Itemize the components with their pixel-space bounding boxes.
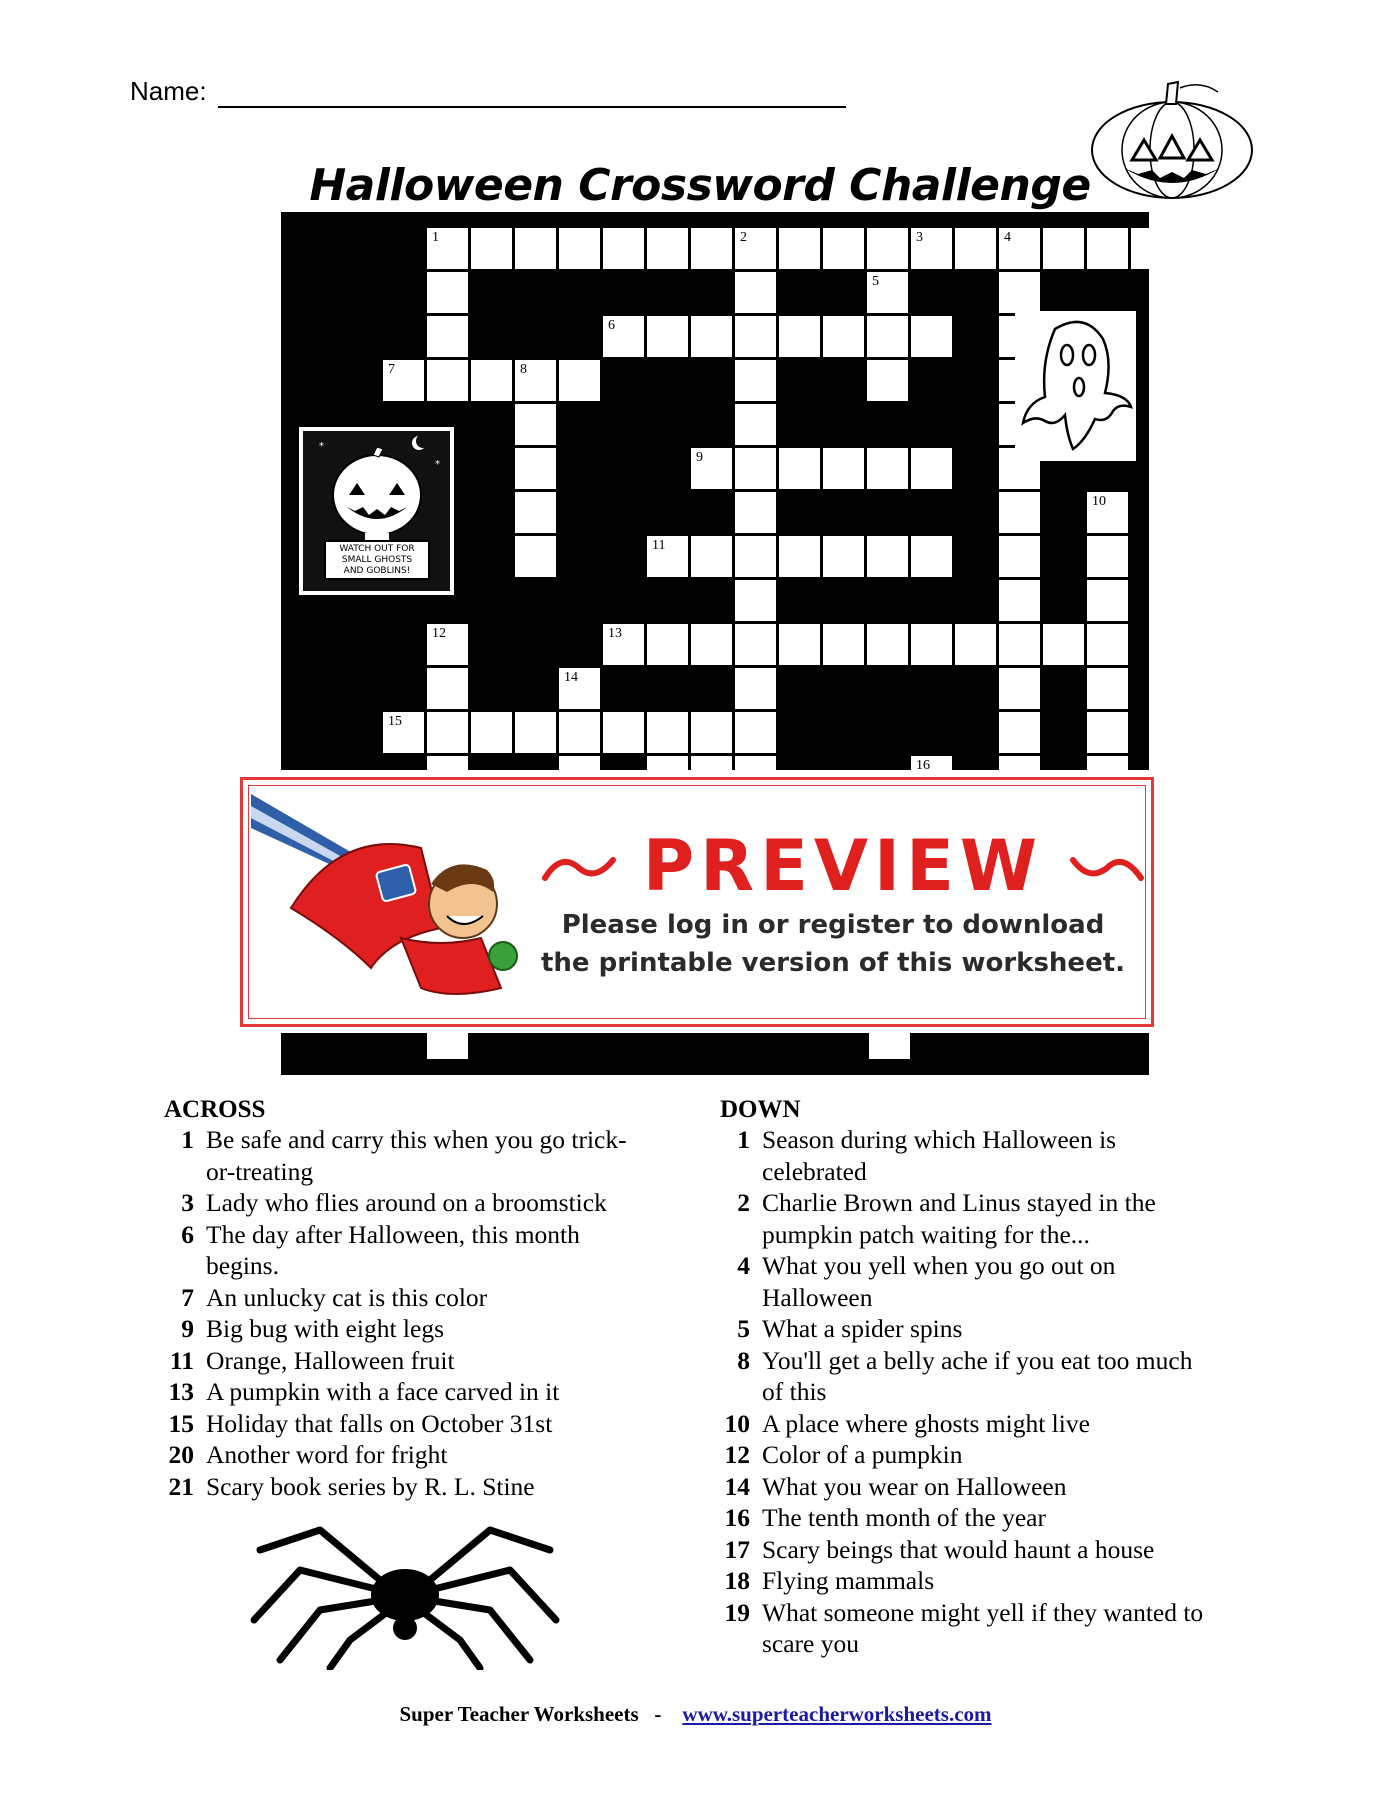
crossword-grid-bottom <box>281 1033 1149 1075</box>
crossword-cell[interactable] <box>515 228 556 269</box>
ghost-image <box>1015 311 1136 461</box>
across-clue-13 <box>164 1376 684 1408</box>
across-clue-3 <box>164 1187 684 1219</box>
crossword-cell[interactable] <box>735 360 776 401</box>
crossword-cell[interactable] <box>515 448 556 489</box>
across-clue-number: 13 <box>168 1377 194 1406</box>
across-clues <box>164 1096 684 1502</box>
svg-text:*: * <box>435 459 440 470</box>
clue-number-6: 6 <box>608 318 615 333</box>
crossword-cell[interactable] <box>911 536 952 577</box>
down-clue-text: Color of a pumpkin <box>762 1440 963 1469</box>
crossword-cell[interactable] <box>955 228 996 269</box>
crossword-cell[interactable] <box>647 228 688 269</box>
sign-line1: WATCH OUT FOR <box>339 544 415 554</box>
across-clue-number: 3 <box>181 1188 194 1217</box>
pumpkin-icon <box>1088 78 1256 202</box>
crossword-cell[interactable] <box>1087 712 1128 753</box>
crossword-cell[interactable] <box>691 228 732 269</box>
down-clue-18 <box>720 1565 1260 1597</box>
across-clue-text: or-treating <box>206 1156 314 1186</box>
crossword-cell[interactable] <box>471 228 512 269</box>
clue-number-3: 3 <box>916 230 923 245</box>
down-clue-list <box>720 1124 1260 1660</box>
crossword-cell[interactable] <box>427 1033 468 1059</box>
across-clue-7 <box>164 1282 684 1314</box>
down-clue-number: 10 <box>724 1408 750 1438</box>
down-clue-number: 12 <box>724 1440 750 1469</box>
crossword-cell[interactable] <box>1087 536 1128 577</box>
across-clue-text: Big bug with eight legs <box>206 1314 444 1343</box>
clue-number-1: 1 <box>432 230 439 245</box>
ghost-icon <box>1015 311 1136 461</box>
down-clue-text: What a spider spins <box>762 1314 963 1343</box>
crossword-cell[interactable] <box>515 536 556 577</box>
crossword-cell[interactable] <box>1087 624 1128 665</box>
jack-o-lantern-icon <box>299 427 454 595</box>
crossword-cell[interactable] <box>999 668 1040 709</box>
crossword-cell[interactable] <box>779 624 820 665</box>
across-clue-number: 6 <box>181 1219 194 1249</box>
clue-number-7: 7 <box>388 362 395 377</box>
crossword-cell[interactable] <box>999 756 1040 770</box>
crossword-cell[interactable] <box>999 272 1040 313</box>
clue-number-16: 16 <box>916 758 930 770</box>
preview-banner[interactable] <box>240 777 1154 1027</box>
crossword-cell[interactable] <box>427 360 468 401</box>
across-clue-list <box>164 1124 684 1502</box>
down-clue-text: Season during which Halloween is <box>762 1125 1117 1154</box>
crossword-cell[interactable] <box>471 360 512 401</box>
down-heading: DOWN <box>720 1096 801 1123</box>
jack-o-lantern-sign-image <box>299 427 454 595</box>
down-clue-text: Scary beings that would haunt a house <box>762 1534 1155 1564</box>
sign-line2: SMALL GHOSTS <box>341 555 413 565</box>
down-clue-17 <box>720 1534 1260 1566</box>
crossword-cell[interactable] <box>691 756 732 770</box>
crossword-cell[interactable] <box>1043 624 1084 665</box>
down-clue-text: pumpkin patch waiting for the... <box>762 1219 1090 1249</box>
down-clue-19 <box>720 1597 1260 1660</box>
preview-message-line1: Please log in or register to download <box>561 910 1105 940</box>
crossword-cell[interactable] <box>691 316 732 357</box>
down-clue-text: scare you <box>762 1629 859 1658</box>
across-clue-11 <box>164 1345 684 1377</box>
crossword-cell[interactable] <box>999 580 1040 621</box>
across-clue-number: 15 <box>168 1408 194 1438</box>
down-clue-12 <box>720 1439 1260 1471</box>
down-clue-text: Halloween <box>762 1282 873 1312</box>
crossword-cell[interactable] <box>471 712 512 753</box>
down-clue-text: celebrated <box>762 1156 867 1186</box>
crossword-cell[interactable] <box>603 228 644 269</box>
footer <box>0 1702 1391 1727</box>
footer-separator: - <box>654 1702 662 1726</box>
spider-icon <box>240 1520 570 1670</box>
crossword-cell[interactable] <box>559 712 600 753</box>
crossword-cell[interactable] <box>559 360 600 401</box>
across-clue-text: A pumpkin with a face carved in it <box>206 1377 560 1406</box>
clue-number-11: 11 <box>652 538 666 553</box>
crossword-cell[interactable] <box>823 448 864 489</box>
crossword-cell[interactable] <box>427 668 468 709</box>
crossword-cell[interactable] <box>515 712 556 753</box>
across-clue-text: begins. <box>206 1251 279 1280</box>
clue-number-10: 10 <box>1092 494 1106 509</box>
name-line[interactable] <box>218 106 846 108</box>
across-clue-9 <box>164 1313 684 1345</box>
across-clue-text: Holiday that falls on October 31st <box>206 1408 553 1438</box>
crossword-cell[interactable] <box>735 492 776 533</box>
crossword-cell[interactable] <box>735 404 776 445</box>
across-clue-number: 20 <box>168 1440 194 1469</box>
crossword-cell[interactable] <box>515 404 556 445</box>
across-clue-6 <box>164 1219 684 1282</box>
crossword-cell[interactable] <box>735 448 776 489</box>
clue-number-14: 14 <box>564 670 578 685</box>
crossword-cell[interactable] <box>691 624 732 665</box>
crossword-cell[interactable] <box>999 624 1040 665</box>
crossword-cell[interactable] <box>1087 580 1128 621</box>
crossword-cell[interactable] <box>691 712 732 753</box>
down-clue-8 <box>720 1345 1260 1408</box>
down-clue-text: of this <box>762 1377 827 1406</box>
crossword-cell[interactable] <box>867 316 908 357</box>
crossword-cell[interactable] <box>559 228 600 269</box>
down-clue-text: Flying mammals <box>762 1566 935 1595</box>
crossword-cell[interactable] <box>955 624 996 665</box>
across-clue-text: Be safe and carry this when you go trick- <box>206 1125 627 1154</box>
crossword-cell[interactable] <box>559 756 600 770</box>
crossword-cell[interactable] <box>735 668 776 709</box>
crossword-cell[interactable] <box>779 448 820 489</box>
superhero-mascot-icon <box>251 788 551 1014</box>
clue-number-8: 8 <box>520 362 527 377</box>
crossword-cell[interactable] <box>867 228 908 269</box>
down-clue-number: 16 <box>724 1503 750 1532</box>
crossword-cell[interactable] <box>603 712 644 753</box>
crossword-cell[interactable] <box>515 492 556 533</box>
across-clue-15 <box>164 1408 684 1440</box>
name-label: Name: <box>130 76 207 106</box>
down-clue-text: You'll get a belly ache if you eat too much <box>762 1345 1193 1375</box>
across-clue-number: 9 <box>181 1314 194 1343</box>
across-clue-text: The day after Halloween, this month <box>206 1219 580 1249</box>
crossword-cell[interactable] <box>647 316 688 357</box>
crossword-cell[interactable] <box>1043 228 1084 269</box>
across-clue-number: 11 <box>169 1345 194 1375</box>
down-clue-4 <box>720 1250 1260 1313</box>
clue-number-12: 12 <box>432 626 446 641</box>
crossword-cell[interactable] <box>1087 228 1128 269</box>
down-clue-number: 17 <box>724 1534 750 1564</box>
across-clue-number: 1 <box>181 1125 194 1154</box>
crossword-cell[interactable] <box>735 536 776 577</box>
crossword-cell[interactable] <box>427 316 468 357</box>
crossword-cell[interactable] <box>647 756 688 770</box>
crossword-cell[interactable] <box>779 228 820 269</box>
down-clue-number: 18 <box>724 1566 750 1595</box>
svg-text:*: * <box>319 441 324 452</box>
crossword-cell[interactable] <box>735 580 776 621</box>
across-clue-number: 7 <box>181 1282 194 1312</box>
down-clue-number: 8 <box>737 1345 750 1375</box>
crossword-cell[interactable] <box>911 448 952 489</box>
down-clues <box>720 1096 1260 1660</box>
crossword-cell[interactable] <box>779 316 820 357</box>
down-clue-text: A place where ghosts might live <box>762 1408 1090 1438</box>
across-clue-20 <box>164 1439 684 1471</box>
crossword-cell[interactable] <box>735 624 776 665</box>
down-clue-text: Charlie Brown and Linus stayed in the <box>762 1188 1156 1217</box>
crossword-cell[interactable] <box>735 272 776 313</box>
clue-number-4: 4 <box>1004 230 1011 245</box>
footer-brand: Super Teacher Worksheets <box>399 1702 639 1726</box>
footer-link[interactable]: www.superteacherworksheets.com <box>682 1702 992 1726</box>
down-clue-10 <box>720 1408 1260 1440</box>
crossword-cell[interactable] <box>911 624 952 665</box>
across-heading: ACROSS <box>164 1096 266 1123</box>
across-clue-text: Orange, Halloween fruit <box>206 1345 455 1375</box>
crossword-cell[interactable] <box>823 536 864 577</box>
down-clue-16 <box>720 1502 1260 1534</box>
crossword-cell[interactable] <box>823 228 864 269</box>
crossword-cell[interactable] <box>867 624 908 665</box>
crossword-cell[interactable] <box>691 536 732 577</box>
across-clue-21 <box>164 1471 684 1503</box>
crossword-cell[interactable] <box>1131 228 1149 269</box>
down-clue-text: The tenth month of the year <box>762 1503 1046 1532</box>
down-clue-number: 14 <box>724 1471 750 1501</box>
crossword-cell[interactable] <box>427 712 468 753</box>
crossword-cell[interactable] <box>999 712 1040 753</box>
down-clue-number: 2 <box>737 1188 750 1217</box>
clue-number-2: 2 <box>740 230 747 245</box>
down-clue-1 <box>720 1124 1260 1187</box>
down-clue-text: What someone might yell if they wanted to <box>762 1597 1204 1627</box>
down-clue-number: 1 <box>737 1125 750 1154</box>
crossword-cell[interactable] <box>735 316 776 357</box>
down-clue-text: What you wear on Halloween <box>762 1471 1067 1501</box>
across-clue-text: An unlucky cat is this color <box>206 1282 488 1312</box>
clue-number-5: 5 <box>872 274 879 289</box>
crossword-cell[interactable] <box>823 316 864 357</box>
crossword-cell[interactable] <box>427 272 468 313</box>
crossword-cell[interactable] <box>735 756 776 770</box>
crossword-cell[interactable] <box>867 448 908 489</box>
across-clue-text: Lady who flies around on a broomstick <box>206 1188 607 1217</box>
down-clue-number: 4 <box>737 1251 750 1280</box>
across-clue-text: Another word for fright <box>206 1440 448 1469</box>
across-clue-1 <box>164 1124 684 1187</box>
crossword-cell[interactable] <box>999 536 1040 577</box>
clue-number-15: 15 <box>388 714 402 729</box>
preview-title: PREVIEW <box>642 825 1044 907</box>
crossword-cell[interactable] <box>1087 756 1128 770</box>
crossword-cell[interactable] <box>427 756 468 770</box>
down-clue-2 <box>720 1187 1260 1250</box>
clue-number-13: 13 <box>608 626 622 641</box>
crossword-cell[interactable] <box>823 624 864 665</box>
crossword-cell[interactable] <box>779 536 820 577</box>
clue-number-9: 9 <box>696 450 703 465</box>
crossword-cell[interactable] <box>911 316 952 357</box>
down-clue-14 <box>720 1471 1260 1503</box>
crossword-cell[interactable] <box>735 712 776 753</box>
down-clue-number: 19 <box>724 1597 750 1627</box>
crossword-cell[interactable] <box>647 712 688 753</box>
page-title: Halloween Crossword Challenge <box>309 160 1091 211</box>
down-clue-number: 5 <box>737 1314 750 1343</box>
across-clue-text: Scary book series by R. L. Stine <box>206 1471 535 1501</box>
preview-message-line2: the printable version of this worksheet. <box>540 948 1126 978</box>
crossword-cell[interactable] <box>869 1033 910 1059</box>
crossword-cell[interactable] <box>999 492 1040 533</box>
down-clue-5 <box>720 1313 1260 1345</box>
down-clue-text: What you yell when you go out on <box>762 1251 1116 1280</box>
sign-line3: AND GOBLINS! <box>343 566 411 576</box>
crossword-cell[interactable] <box>867 360 908 401</box>
crossword-cell[interactable] <box>867 536 908 577</box>
across-clue-number: 21 <box>168 1471 194 1501</box>
crossword-cell[interactable] <box>647 624 688 665</box>
crossword-cell[interactable] <box>1087 668 1128 709</box>
